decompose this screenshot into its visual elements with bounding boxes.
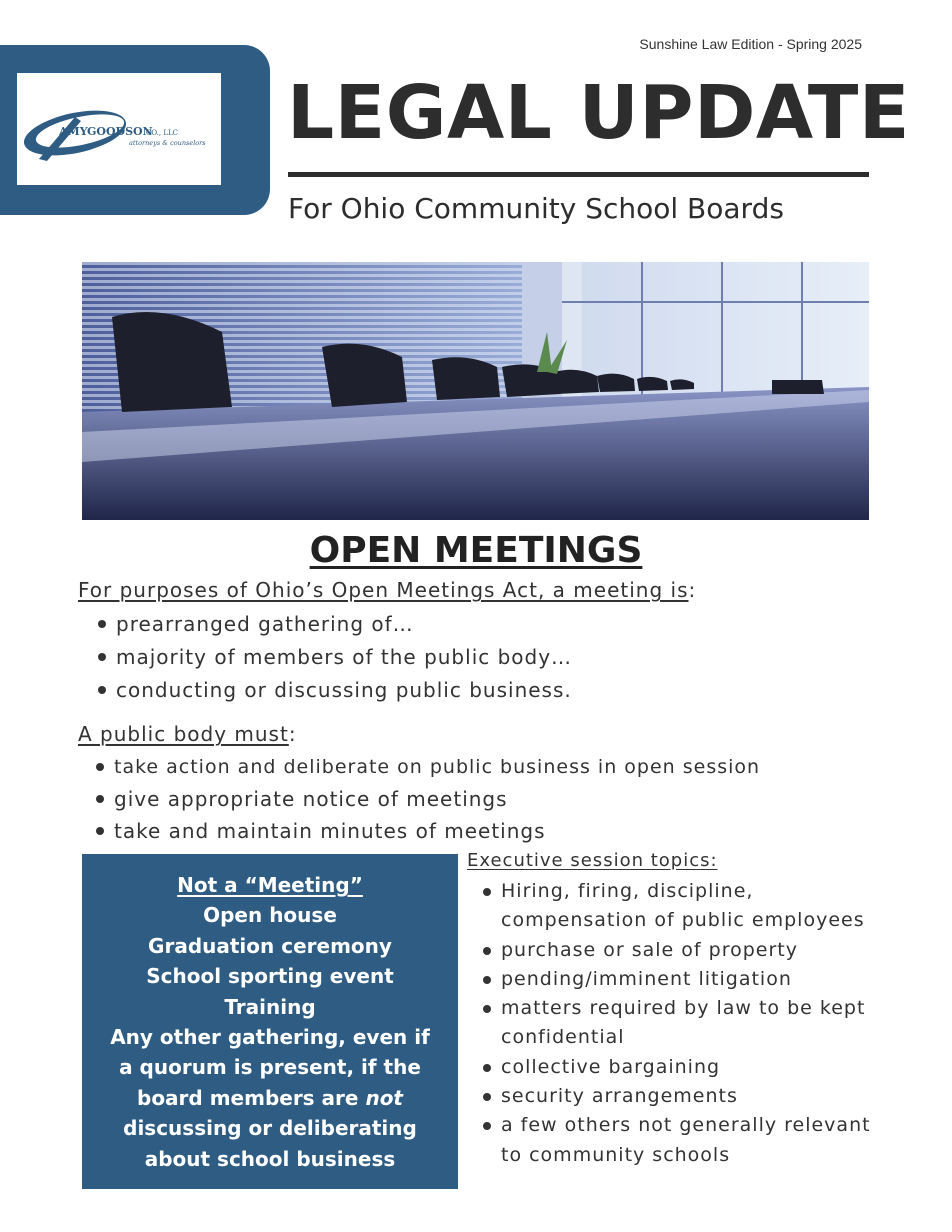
- svg-text:AMY: AMY: [59, 125, 88, 138]
- section-title: OPEN MEETINGS: [309, 530, 643, 571]
- meeting-definition-list: [94, 610, 572, 709]
- executive-session-heading: Executive session topics:: [467, 850, 718, 871]
- box-item: School sporting event: [146, 964, 394, 989]
- box-item: Graduation ceremony: [148, 933, 392, 958]
- list-item: pending/imminent litigation: [479, 965, 879, 994]
- list-item: majority of members of the public body…: [94, 643, 572, 676]
- logo-name: GOODSON: [87, 125, 153, 138]
- meeting-definition-text: For purposes of Ohio’s Open Meetings Act, a meeting is: [78, 578, 689, 602]
- list-item: take action and deliberate on public business in open session: [92, 754, 760, 786]
- list-item: Hiring, firing, discipline, compensation of public employees: [479, 877, 879, 936]
- not-a-meeting-title: Not a “Meeting”: [177, 873, 363, 897]
- public-body-text: A public body must: [78, 722, 289, 746]
- box-item: Open house: [203, 903, 337, 928]
- public-body-list: [92, 754, 760, 850]
- logo-tagline: attorneys & counselors: [129, 139, 206, 147]
- list-item: purchase or sale of property: [479, 936, 879, 965]
- list-item: give appropriate notice of meetings: [92, 786, 760, 818]
- page-subtitle: For Ohio Community School Boards: [288, 192, 784, 225]
- list-item: collective bargaining: [479, 1053, 879, 1082]
- list-item: security arrangements: [479, 1082, 879, 1111]
- box-closing: [82, 1022, 458, 1174]
- logo-suffix: CO., LLC: [146, 129, 179, 137]
- list-item: conducting or discussing public business.: [94, 676, 572, 709]
- box-item: Training: [224, 994, 316, 1019]
- edition-label: Sunshine Law Edition - Spring 2025: [639, 36, 862, 52]
- list-item: matters required by law to be kept confidential: [479, 994, 879, 1053]
- firm-logo: [17, 73, 221, 185]
- not-a-meeting-box: [82, 854, 458, 1189]
- title-divider: [288, 172, 869, 177]
- list-item: prearranged gathering of…: [94, 610, 572, 643]
- executive-session-list: [479, 877, 879, 1170]
- box-closing-text-end: discussing or deliberating about school business: [123, 1116, 417, 1171]
- conference-room-photo: [82, 262, 869, 520]
- box-closing-emphasis: not: [365, 1085, 403, 1110]
- list-item: take and maintain minutes of meetings: [92, 818, 760, 850]
- logo-frame: [0, 45, 270, 215]
- page-title: LEGAL UPDATE: [287, 70, 910, 156]
- list-item: a few others not generally relevant to community schools: [479, 1111, 879, 1170]
- public-body-intro: A public body must:: [78, 722, 297, 746]
- meeting-definition-intro: For purposes of Ohio’s Open Meetings Act, a meeting is:: [78, 578, 697, 602]
- box-closing-text: Any other gathering, even if a quorum is present, if the board members are: [110, 1025, 430, 1110]
